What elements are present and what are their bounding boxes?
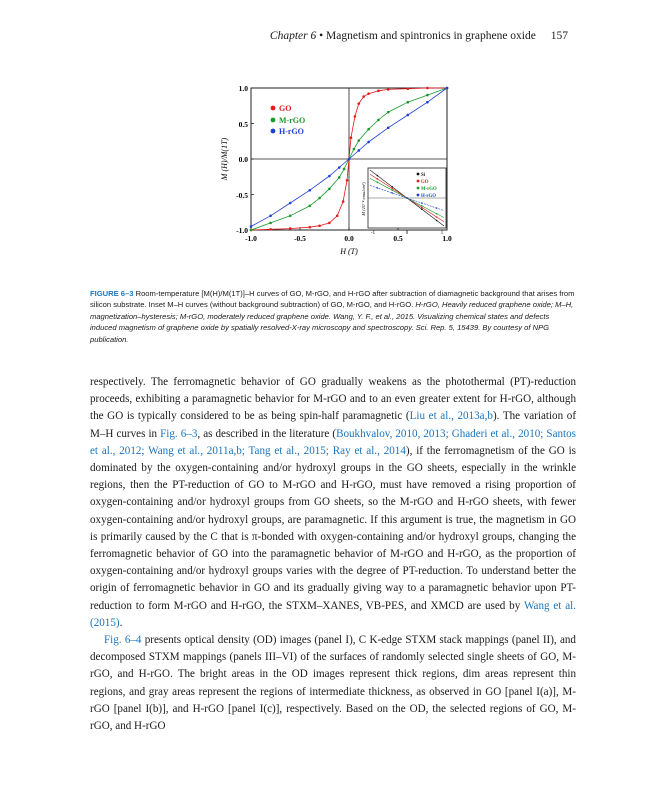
data-point-go xyxy=(387,88,390,91)
inset-legend-marker-m-rgo xyxy=(417,187,420,190)
ytick-label: -0.5 xyxy=(236,191,248,200)
data-point-m-rgo xyxy=(269,222,272,225)
data-point-h-rgo xyxy=(269,215,272,218)
figure-label: FIGURE 6–3 xyxy=(90,289,134,298)
x-axis-title: H (T) xyxy=(340,247,358,256)
data-point-go xyxy=(309,226,312,229)
inset-data-point-h-rgo xyxy=(436,207,438,209)
inset-legend-label-m-rgo: M-rGO xyxy=(421,187,437,192)
data-point-m-rgo xyxy=(309,205,312,208)
inset-data-point-si xyxy=(421,208,423,210)
data-point-go xyxy=(346,179,349,182)
data-point-h-rgo xyxy=(338,166,341,169)
inset-legend-label-si: Si xyxy=(421,173,426,178)
data-point-h-rgo xyxy=(358,149,361,152)
inset-legend-marker-go xyxy=(417,180,420,183)
inset-data-point-m-rgo xyxy=(421,205,423,207)
data-point-m-rgo xyxy=(343,168,346,171)
inset-data-point-si xyxy=(391,186,393,188)
ytick-label: 1.0 xyxy=(238,84,248,93)
legend-label-go: GO xyxy=(279,104,292,113)
legend-marker-h-rgo xyxy=(271,129,276,134)
data-point-m-rgo xyxy=(318,197,321,200)
ytick-label: 0.0 xyxy=(238,155,248,164)
figure-link[interactable]: Fig. 6–4 xyxy=(104,634,142,647)
data-point-go xyxy=(289,227,292,230)
chapter-title: Magnetism and spintronics in graphene oxide xyxy=(326,30,536,42)
caption-abbreviations: H-rGO, Heavily reduced graphene oxide; M–H, magnetization–hysteresis; M-rGO, moderately reduced graphene oxide. Wang, Y. F., et al., 2015. Visualizing chemical states and defects induced magnetism of graphene oxide by spatially resolved-X-ray microscopy and spectroscopy. Sci. Rep. 5, 15439. By courtesy of NPG publication. xyxy=(90,300,574,344)
inset-data-point-go xyxy=(421,207,423,209)
inset-data-point-si xyxy=(377,175,379,177)
legend-label-m-rgo: M-rGO xyxy=(279,116,306,125)
inset-data-point-si xyxy=(436,220,438,222)
inset-xtick-label: 0 xyxy=(405,231,409,236)
data-point-m-rgo xyxy=(387,111,390,114)
ytick-label: 0.5 xyxy=(238,120,248,129)
xtick-label: -1.0 xyxy=(245,234,257,243)
xtick-label: -0.5 xyxy=(294,234,306,243)
data-point-go xyxy=(407,87,410,90)
chapter-label: Chapter 6 xyxy=(269,30,317,42)
data-point-m-rgo xyxy=(353,148,356,151)
text-run: . xyxy=(119,616,123,629)
inset-xtick-label: 1 xyxy=(440,231,444,236)
data-point-h-rgo xyxy=(407,114,410,117)
data-point-m-rgo xyxy=(289,215,292,218)
data-point-h-rgo xyxy=(328,175,331,178)
data-point-m-rgo xyxy=(426,94,429,97)
data-point-m-rgo xyxy=(367,128,370,131)
data-point-go xyxy=(362,95,365,98)
citation-link[interactable]: Liu et al., 2013a,b xyxy=(409,410,493,423)
data-point-go xyxy=(328,222,331,225)
y-axis-title: M (H)/M(1T) xyxy=(220,137,229,181)
inset-data-point-go xyxy=(436,216,438,218)
inset-y-axis-title: M (10⁻⁴ emu/cm³) xyxy=(361,182,366,216)
data-point-go xyxy=(269,228,272,231)
data-point-go xyxy=(350,136,353,139)
data-point-h-rgo xyxy=(367,141,370,144)
inset-data-point-h-rgo xyxy=(406,197,408,199)
data-point-m-rgo xyxy=(358,139,361,142)
data-point-h-rgo xyxy=(446,87,449,90)
header-bullet: • xyxy=(319,30,324,42)
data-point-go xyxy=(318,224,321,227)
data-point-h-rgo xyxy=(289,202,292,205)
inset-legend-label-go: GO xyxy=(421,180,429,185)
paragraph xyxy=(90,632,576,735)
data-point-go xyxy=(354,115,357,118)
inset-data-point-h-rgo xyxy=(377,187,379,189)
text-run: ). The variation of M–H curves in xyxy=(90,410,577,440)
paragraph xyxy=(90,374,576,632)
data-point-go xyxy=(336,215,339,218)
data-point-m-rgo xyxy=(250,229,253,232)
inset-data-point-h-rgo xyxy=(421,202,423,204)
data-point-h-rgo xyxy=(309,189,312,192)
data-point-h-rgo xyxy=(426,101,429,104)
data-point-m-rgo xyxy=(338,176,341,179)
inset-legend-marker-si xyxy=(417,173,420,176)
text-run: presents optical density (OD) images (panel I), C K-edge STXM stack mappings (panel II), and decomposed STXM mappings (panels III–VI) of the surfaces of randomly selected single sheets of GO, M-rGO, and H-rGO. The bright areas in the OD images represent thick regions, dim areas represent thin regions, and gray areas represent the regions of intermediate thickness, as observed in GO [panel I(a)], M-rGO [panel I(b)], and H-rGO [panel I(c)], respectively. Based on the OD, the selected regions of GO, M-rGO, and H-rGO xyxy=(90,634,576,733)
data-point-go xyxy=(358,102,361,105)
inset-xtick-label: -1 xyxy=(371,231,375,236)
inset-data-point-m-rgo xyxy=(391,189,393,191)
body-text xyxy=(90,374,576,735)
inset-data-point-m-rgo xyxy=(377,182,379,184)
legend-label-h-rgo: H-rGO xyxy=(279,127,304,136)
inset-legend-label-h-rgo: H-rGO xyxy=(421,194,436,199)
inset-legend-marker-h-rgo xyxy=(417,194,420,197)
page-number: 157 xyxy=(550,30,568,42)
data-point-m-rgo xyxy=(407,101,410,104)
xtick-label: 0.0 xyxy=(344,234,354,243)
data-point-h-rgo xyxy=(348,158,351,161)
figure-6-3 xyxy=(215,78,465,274)
inset-data-point-go xyxy=(377,178,379,180)
citation-link[interactable]: Boukhvalov, 2010, 2013; Ghaderi et al., 2010; Santos et al., 2012; Wang et al., 2011a,b; Tang et al., 2015; Ray et al., 2014 xyxy=(90,427,576,457)
data-point-m-rgo xyxy=(377,119,380,122)
text-run: , as described in the literature ( xyxy=(197,427,337,440)
data-point-go xyxy=(342,200,345,203)
text-run: respectively. The ferromagnetic behavior of GO gradually weakens as the photothermal (PT)-reduction proceeds, exhibiting a paramagnetic behavior for M-rGO and to an even greater extent for H-rGO, although the GO is typically considered to be as being spin-half paramagnetic ( xyxy=(90,376,576,423)
inset-data-point-h-rgo xyxy=(391,192,393,194)
inset-data-point-m-rgo xyxy=(436,213,438,215)
caption-text: Room-temperature [M(H)/M(1T)]–H curves of GO, M-rGO, and H-rGO after subtraction of diamagnetic background that arises from silicon substrate. Inset M–H curves (without background subtraction) of GO, M-rGO, and H-rGO. xyxy=(90,289,575,310)
data-point-go xyxy=(367,92,370,95)
data-point-h-rgo xyxy=(387,126,390,129)
legend-marker-go xyxy=(271,106,276,111)
xtick-label: 1.0 xyxy=(442,234,452,243)
figure-link[interactable]: Fig. 6–3 xyxy=(160,427,198,440)
data-point-h-rgo xyxy=(250,225,253,228)
running-header xyxy=(0,30,568,42)
ytick-label: -1.0 xyxy=(236,226,248,235)
xtick-label: 0.5 xyxy=(393,234,403,243)
inset-data-point-go xyxy=(391,188,393,190)
text-run: ), if the ferromagnetism of the GO is dominated by the oxygen-containing and/or hydroxyl groups in the GO sheets, especially in the wrinkle regions, then the PT-reduction of GO to M-rGO and H-rGO, must have removed a rising proportion of oxygen-containing and/or hydroxyl groups from GO sheets, so the M-rGO and H-rGO sheets, with fewer oxygen-containing and/or hydroxyl groups, are paramagnetic. If this argument is true, the magnetism in GO is primarily caused by the C that is π-bonded with oxygen-containing and/or hydroxyl groups, changing the ferromagnetic behavior of GO into the paramagnetic behavior of M-rGO and H-rGO, as the proportion of oxygen-containing and/or hydroxyl groups varies with the degree of PT-reduction. To understand better the origin of ferromagnetic behavior in GO and its gradually giving way to a paramagnetic behavior upon PT-reduction to form M-rGO and H-rGO, the STXM–XANES, VB-PES, and XMCD are used by xyxy=(90,444,577,612)
figure-caption xyxy=(90,288,576,345)
data-point-m-rgo xyxy=(328,188,331,191)
data-point-go xyxy=(426,87,429,90)
citation-link[interactable]: Wang et al. (2015) xyxy=(90,599,577,629)
data-point-go xyxy=(377,90,380,93)
legend-marker-m-rgo xyxy=(271,118,276,123)
